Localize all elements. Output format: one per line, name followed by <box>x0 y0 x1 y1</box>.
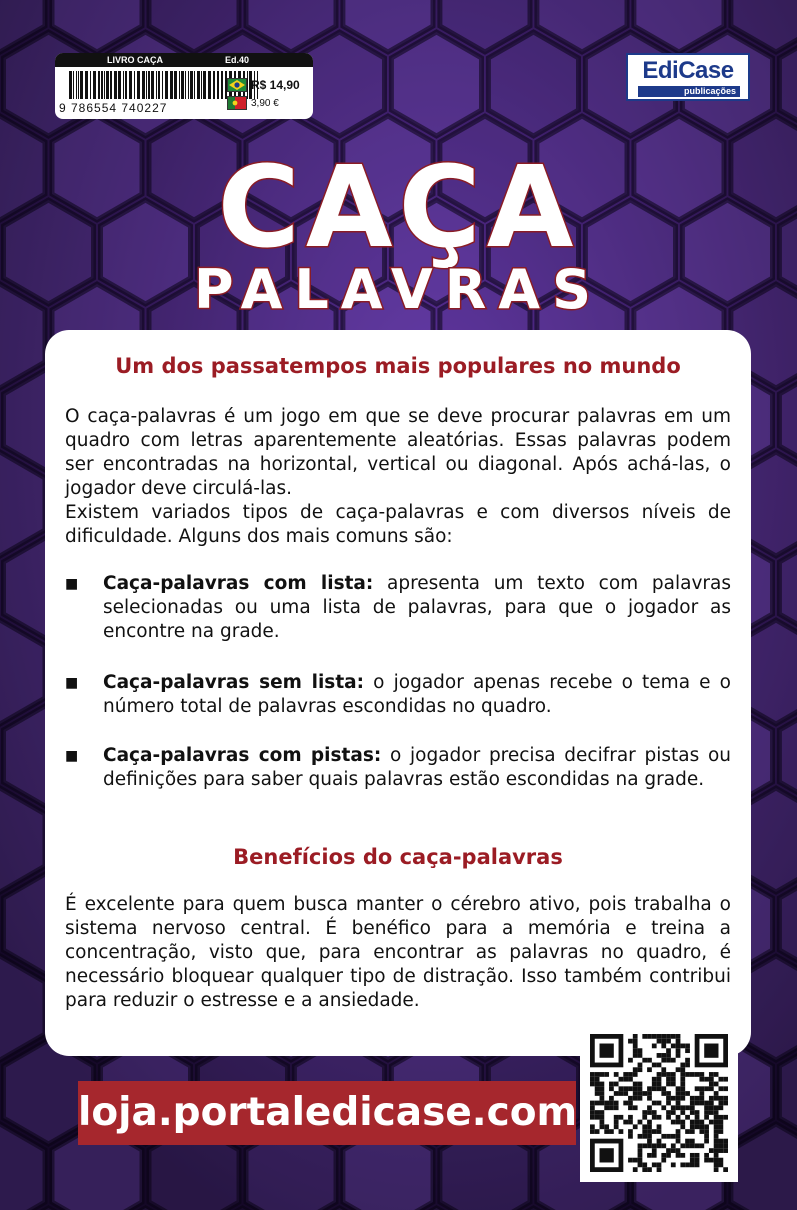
section2-heading: Benefícios do caça-palavras <box>233 845 563 869</box>
publisher-name: EdiCase <box>642 57 734 84</box>
edition-number: Ed.40 <box>225 55 250 65</box>
bullet-text: o jogador apenas recebe o tema e o número total de palavras escondidas no quadro. <box>103 672 731 717</box>
section1-heading: Um dos passatempos mais populares no mundo <box>115 354 681 378</box>
publisher-tagline: publicações <box>638 86 740 97</box>
bullet-term: Caça-palavras sem lista: <box>103 672 365 693</box>
bullet-text: o jogador precisa decifrar pistas ou definições para saber quais palavras estão escondidas na grade. <box>103 745 731 790</box>
list-item <box>65 572 731 644</box>
qr-code[interactable] <box>580 1024 738 1182</box>
bullet-text: apresenta um texto com palavras selecionadas ou uma lista de palavras, para que o jogador as encontre na grade. <box>103 573 731 642</box>
title-main: CAÇA <box>217 143 580 273</box>
intro-paragraph: O caça-palavras é um jogo em que se deve procurar palavras em um quadro com letras aparentemente aleatórias. Essas palavras podem ser encontradas na horizontal, vertical ou diagonal. Após achá-las, o jogador deve circulá-las. <box>65 406 731 499</box>
list-item <box>65 671 731 719</box>
benefits-paragraph: É excelente para quem busca manter o cérebro ativo, pois trabalha o sistema nervoso central. É benéfico para a memória e treina a concentração, visto que, para encontrar as palavras no quadro, é necessário bloquear qualquer tipo de distração. Isso também contribui para reduzir o estresse e a ansiedade. <box>65 894 731 1011</box>
barcode-digits: 9 786554 740227 <box>59 101 168 115</box>
qr-code-icon <box>590 1034 728 1172</box>
price-portugal: 3,90 € <box>251 97 279 109</box>
list-item <box>65 744 731 792</box>
bullet-icon: ■ <box>65 675 79 691</box>
publisher-logo <box>626 53 750 101</box>
barcode-header-label: LIVRO CAÇA <box>107 55 163 65</box>
store-url-link[interactable]: loja.portaledicase.com <box>78 1081 576 1145</box>
content-panel <box>45 330 751 1056</box>
price-brazil: R$ 14,90 <box>251 78 300 92</box>
portugal-flag-icon <box>227 96 247 110</box>
bullet-term: Caça-palavras com lista: <box>103 573 374 594</box>
brazil-flag-icon <box>227 78 247 92</box>
title-sub: PALAVRAS <box>193 258 603 321</box>
types-intro-paragraph: Existem variados tipos de caça-palavras e com diversos níveis de dificuldade. Alguns dos mais comuns são: <box>65 502 731 547</box>
bullet-term: Caça-palavras com pistas: <box>103 745 382 766</box>
bullet-icon: ■ <box>65 748 79 764</box>
bullet-icon: ■ <box>65 576 79 592</box>
barcode-label <box>55 53 313 119</box>
